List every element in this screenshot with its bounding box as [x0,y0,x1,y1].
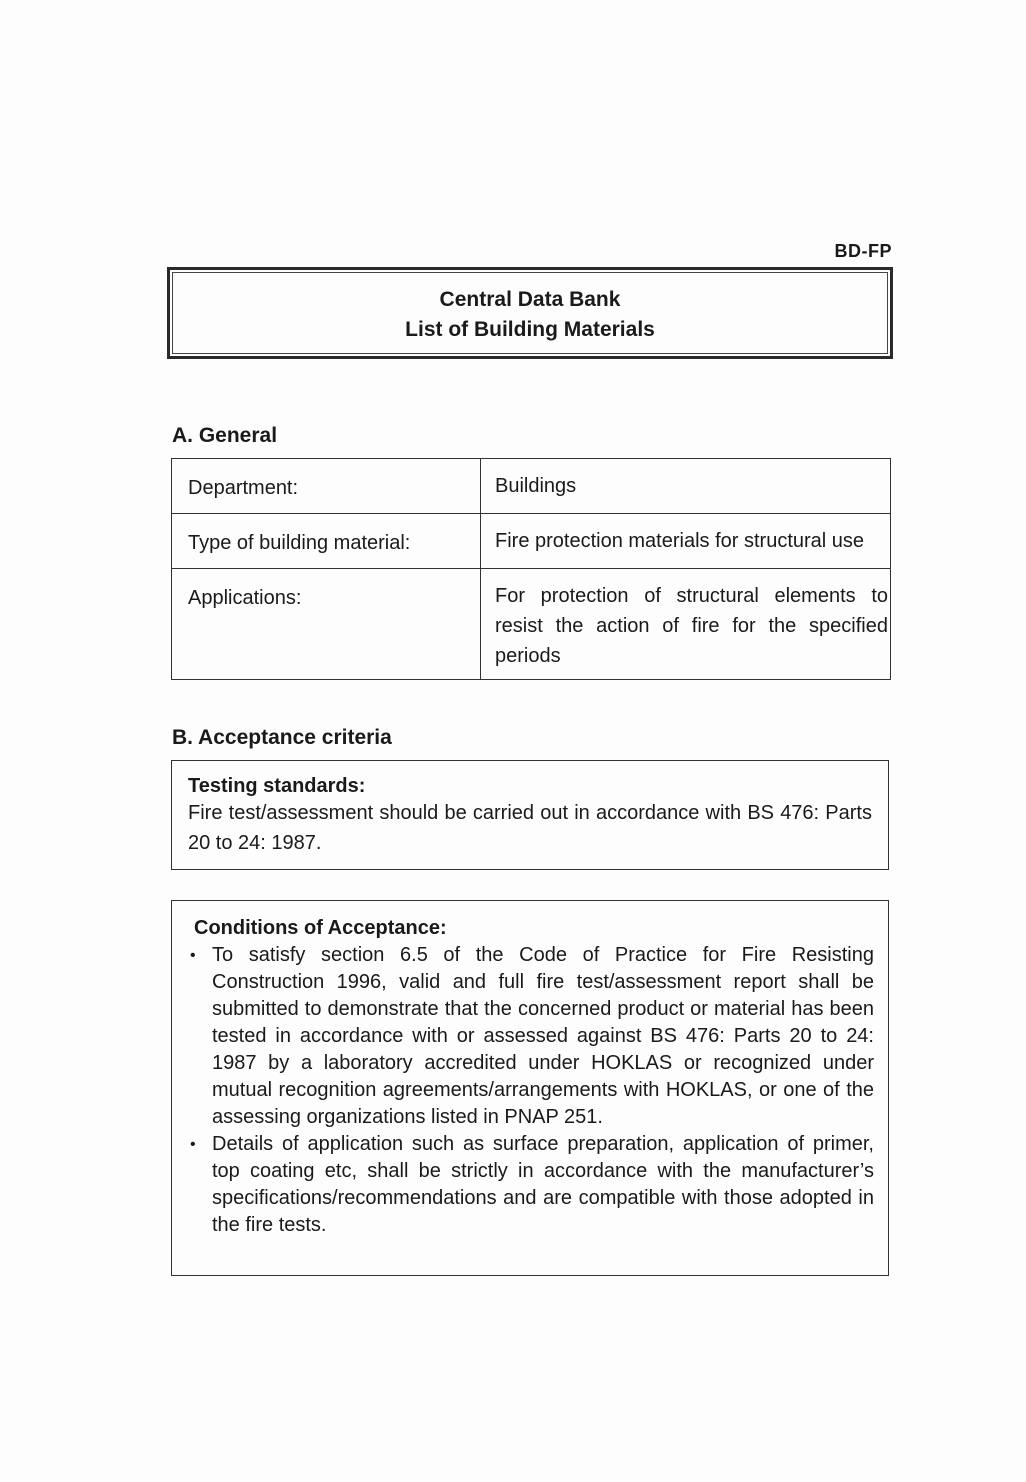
row-value: Fire protection materials for structural use [481,514,891,569]
row-label: Department: [172,459,481,514]
list-item [188,1131,874,1239]
section-b-heading: B. Acceptance criteria [172,726,392,749]
list-item [188,942,874,1131]
title-box [167,267,893,359]
title-line-2: List of Building Materials [405,318,655,341]
document-code: BD-FP [834,241,892,261]
testing-standards-title: Testing standards: [188,775,366,797]
bullet-icon: • [190,1136,196,1153]
testing-standards-text: Fire test/assessment should be carried out in accordance with BS 476: Parts 20 to 24: 1987. [188,802,872,854]
row-label: Applications: [172,569,481,680]
table-row [172,459,891,514]
row-value: Buildings [481,459,891,514]
general-table [171,458,891,680]
table-row [172,569,891,680]
conditions-box [171,900,889,1276]
section-a-heading: A. General [172,424,278,447]
row-label: Type of building material: [172,514,481,569]
conditions-list [188,942,874,1239]
testing-standards-box [171,760,889,870]
title-line-1: Central Data Bank [439,288,621,311]
conditions-title: Conditions of Acceptance: [194,917,447,939]
condition-text: Details of application such as surface preparation, application of primer, top coating etc, shall be strictly in accordance with the manufacturer’s specifications/recommendations and are compatible with those adopted in the fire tests. [212,1133,874,1236]
table-row [172,514,891,569]
bullet-icon: • [190,947,196,964]
row-value: For protection of structural elements to resist the action of fire for the specified periods [481,569,891,680]
condition-text: To satisfy section 6.5 of the Code of Practice for Fire Resisting Construction 1996, valid and full fire test/assessment report shall be submitted to demonstrate that the concerned product or material has been tested in accordance with or assessed against BS 476: Parts 20 to 24: 1987 by a laboratory accredited under HOKLAS or recognized under mutual recognition agreements/arrangements with HOKLAS, or one of the assessing organizations listed in PNAP 251. [212,944,874,1128]
